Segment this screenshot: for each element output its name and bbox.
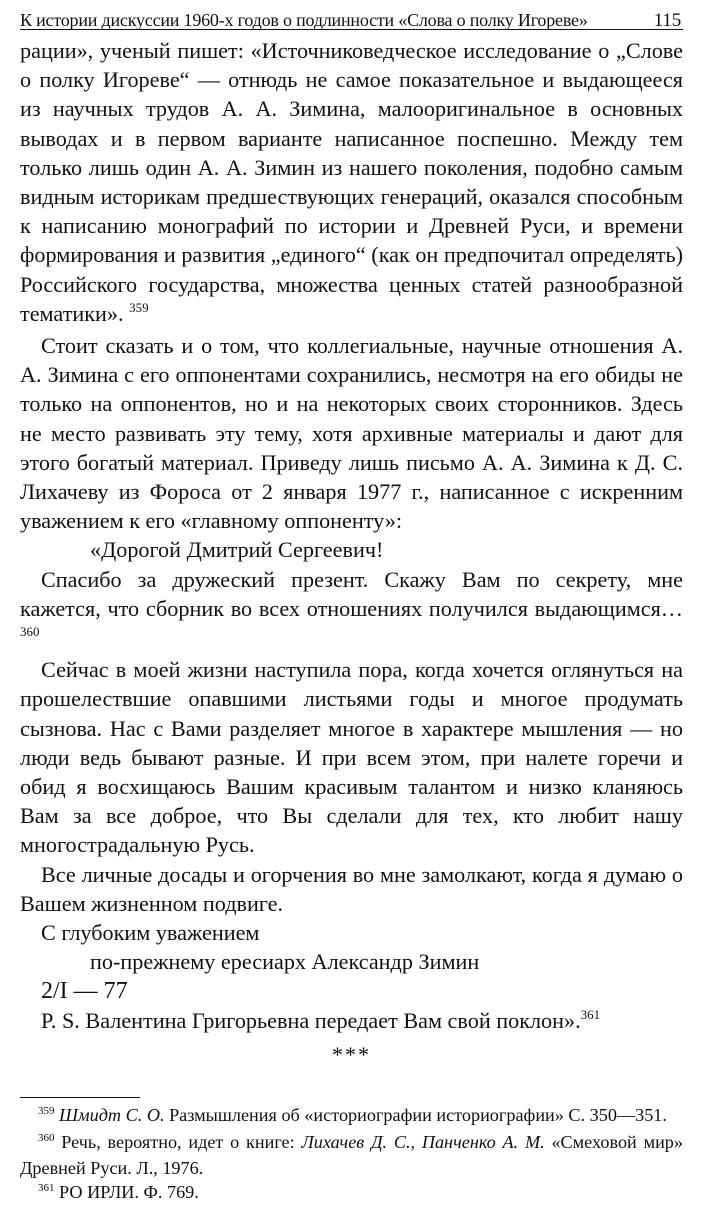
footnotes <box>20 1104 683 1207</box>
postscript-text: P. S. Валентина Григорьевна передает Вам свой поклон». <box>41 1007 581 1033</box>
letter-salutation: «Дорогой Дмитрий Сергеевич! <box>90 537 384 563</box>
footnote-text: Размышления об «историографии историографии» С. 350—351. <box>164 1105 667 1126</box>
letter-paragraph: Сейчас в моей жизни наступила пора, когда хочется оглянуться на прошелествшие опавшими листьями годы и многое продумать сызнова. Нас с Вами разделяет многое в характере мышления — но люди ведь бывают разные. И при всем этом, при налете горечи и обид я восхищаюсь Вашим красивым талантом и низко кланяюсь Вам за все доброе, что Вы сделали для тех, кто любит нашу многострадальную Русь. <box>20 657 683 858</box>
footnote-361 <box>20 1181 683 1207</box>
running-title: К истории дискуссии 1960-х годов о подлинности «Слова о полку Игореве» <box>20 10 588 30</box>
footnote-number: 359 <box>38 1105 55 1118</box>
letter-postscript <box>20 1006 683 1038</box>
letter-paragraph: Все личные досады и огорчения во мне замолкают, когда я думаю о Вашем жизненном подвиге. <box>20 861 683 916</box>
section-separator: *** <box>332 1041 371 1067</box>
main-text <box>20 36 683 1069</box>
footnote-360 <box>20 1131 683 1181</box>
paragraph: Стоит сказать и о том, что коллегиальные, научные отношения А. А. Зимина с его оппонентами сохранились, несмотря на его обиды не только на оппонентов, но и на некоторых своих сторонников. Здесь не место развивать эту тему, хотя архивные материалы и дают для этого богатый материал. Приведу лишь письмо А. А. Зимина к Д. С. Лихачеву из Фороса от 2 января 1977 г., написанное с искренним уважением к его «главному оппоненту»: <box>20 333 683 534</box>
running-head <box>20 0 683 30</box>
footnote-ref-360[interactable]: 360 <box>20 624 40 640</box>
footnote-359 <box>20 1104 683 1131</box>
footnote-number: 360 <box>38 1131 55 1144</box>
footnote-number: 361 <box>38 1181 55 1194</box>
footnote-author: Шмидт С. О. <box>59 1105 165 1126</box>
letter-signature: по-прежнему ересиарх Александр Зимин <box>90 949 480 975</box>
footnote-text: РО ИРЛИ. Ф. 769. <box>54 1181 199 1202</box>
footnote-text: «Смеховой мир» Древней Руси. Л., 1976. <box>20 1131 683 1179</box>
paragraph-text: рации», ученый пишет: «Источниковедческое исследование о „Слове о полку Игореве“ — отнюдь не самое показательное и выдающееся из научных трудов А. А. Зимина, малооригинальное в основных выводах и в первом варианте написанное поспешно. Между тем только лишь один А. А. Зимин из нашего поколения, подобно самым видным историкам предшествующих генераций, оказался способным к написанию монографий по истории и Древней Руси, и времени формирования и развития „единого“ (как он предпочитал определять) Российского государства, множества ценных статей разнообразной тематики». <box>20 38 683 326</box>
footnote-ref-361[interactable]: 361 <box>580 1006 601 1022</box>
letter-paragraph <box>20 565 683 656</box>
footnote-text: Речь, вероятно, идет о книге: <box>54 1131 302 1152</box>
paragraph-continuation <box>20 36 683 331</box>
page-number: 115 <box>653 10 681 31</box>
letter-closing: С глубоким уважением <box>41 920 260 946</box>
footnote-ref-359[interactable]: 359 <box>129 299 149 315</box>
letter-date: 2/I — 77 <box>41 977 128 1004</box>
paragraph-text: Спасибо за дружеский презент. Скажу Вам по секрету, мне кажется, что сборник во всех отношениях получился выдающимся… <box>20 566 683 621</box>
footnote-rule <box>20 1097 140 1098</box>
footnote-author: Лихачев Д. С., Панченко А. М. <box>301 1131 545 1152</box>
